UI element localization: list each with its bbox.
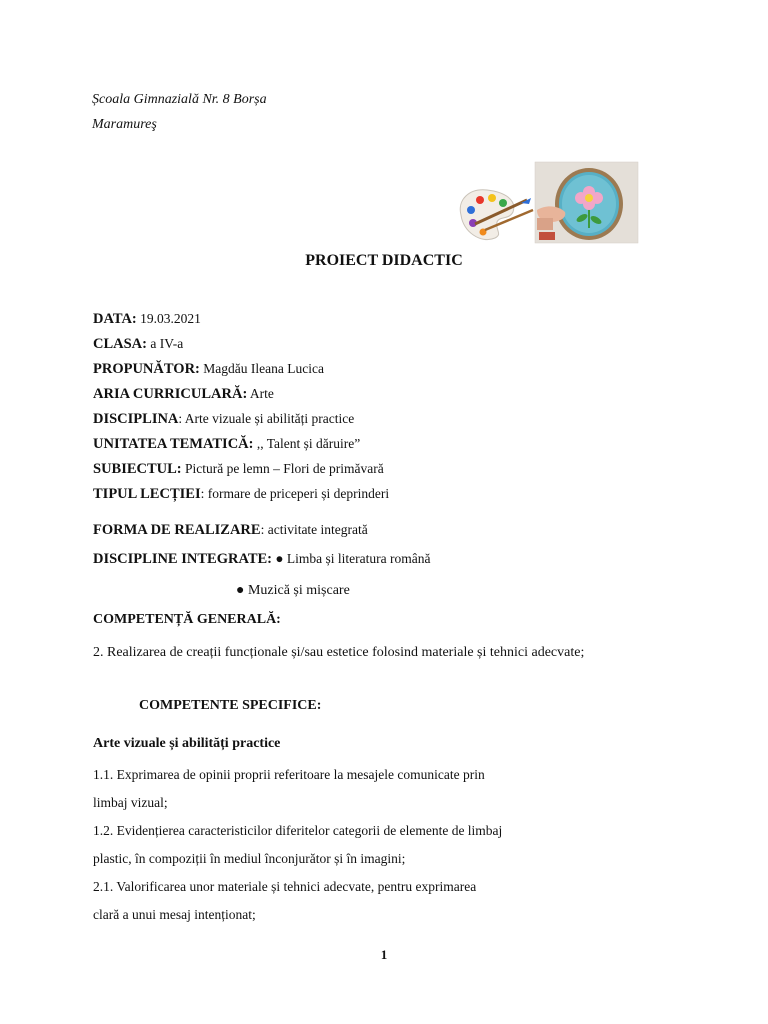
- list-item: limbaj vizual;: [93, 795, 168, 810]
- field-tipul: [93, 484, 431, 520]
- field-label: DATA:: [93, 311, 137, 327]
- page-number: 1: [380, 947, 388, 962]
- list-item: 2.1. Valorificarea unor materiale și tehnici adecvate, pentru exprimarea: [93, 879, 477, 894]
- header-images: [455, 160, 640, 245]
- document-title: PROIECT DIDACTIC: [305, 252, 463, 269]
- general-competence-item: 2. Realizarea de creații funcționale și/sau estetice folosind materiale și tehnici adecvate;: [93, 645, 585, 660]
- field-forma: [93, 520, 431, 549]
- field-discipline: [93, 549, 431, 574]
- palette-icon: [460, 190, 533, 240]
- field-value: : Arte vizuale și abilități practice: [178, 411, 355, 426]
- field-value: a IV-a: [146, 336, 184, 351]
- school-header: [92, 87, 267, 137]
- field-data: [93, 309, 431, 334]
- integrated-discipline-2: ● Muzică și mișcare: [236, 583, 350, 598]
- general-competence-heading: COMPETENȚĂ GENERALĂ:: [93, 612, 281, 627]
- field-value: : activitate integrată: [260, 522, 368, 537]
- field-unitatea: [93, 434, 431, 459]
- list-item: 1.2. Evidențierea caracteristicilor diferitelor categorii de elemente de limbaj: [93, 823, 503, 838]
- field-value: ,, Talent și dăruire”: [253, 436, 361, 451]
- field-value: 19.03.2021: [136, 311, 201, 326]
- field-label: SUBIECTUL:: [93, 461, 182, 477]
- county-name: Maramureş: [92, 117, 157, 132]
- school-name: Școala Gimnazială Nr. 8 Borșa: [92, 92, 267, 107]
- list-item: plastic, în compoziții în mediul înconjurător și în imagini;: [93, 851, 406, 866]
- field-value: Pictură pe lemn – Flori de primăvară: [181, 461, 384, 476]
- field-label: UNITATEA TEMATICĂ:: [93, 436, 254, 452]
- field-value: Arte: [247, 386, 274, 401]
- field-subiectul: [93, 459, 431, 484]
- field-propunator: [93, 359, 431, 384]
- field-label: CLASA:: [93, 336, 147, 352]
- field-clasa: [93, 334, 431, 359]
- specific-competences-heading: COMPETENTE SPECIFICE:: [139, 698, 322, 713]
- lesson-fields: [93, 309, 431, 574]
- field-aria: [93, 384, 431, 409]
- list-item: 1.1. Exprimarea de opinii proprii referitoare la mesajele comunicate prin: [93, 767, 485, 782]
- painted-wood-flower-photo: [535, 162, 638, 243]
- field-value: ● Limba și literatura română: [272, 551, 431, 566]
- field-label: DISCIPLINA: [93, 411, 179, 427]
- field-label: ARIA CURRICULARĂ:: [93, 386, 248, 402]
- field-value: Magdău Ileana Lucica: [199, 361, 324, 376]
- field-label: PROPUNĂTOR:: [93, 361, 200, 377]
- field-label: TIPUL LECȚIEI: [93, 486, 201, 502]
- specific-competences-subheading: Arte vizuale și abilități practice: [93, 736, 281, 751]
- specific-competences-list: [93, 765, 593, 933]
- field-label: DISCIPLINE INTEGRATE:: [93, 551, 273, 567]
- list-item: clară a unui mesaj intenționat;: [93, 907, 256, 922]
- field-value: : formare de priceperi și deprinderi: [200, 486, 390, 501]
- field-label: FORMA DE REALIZARE: [93, 522, 261, 538]
- field-disciplina: [93, 409, 431, 434]
